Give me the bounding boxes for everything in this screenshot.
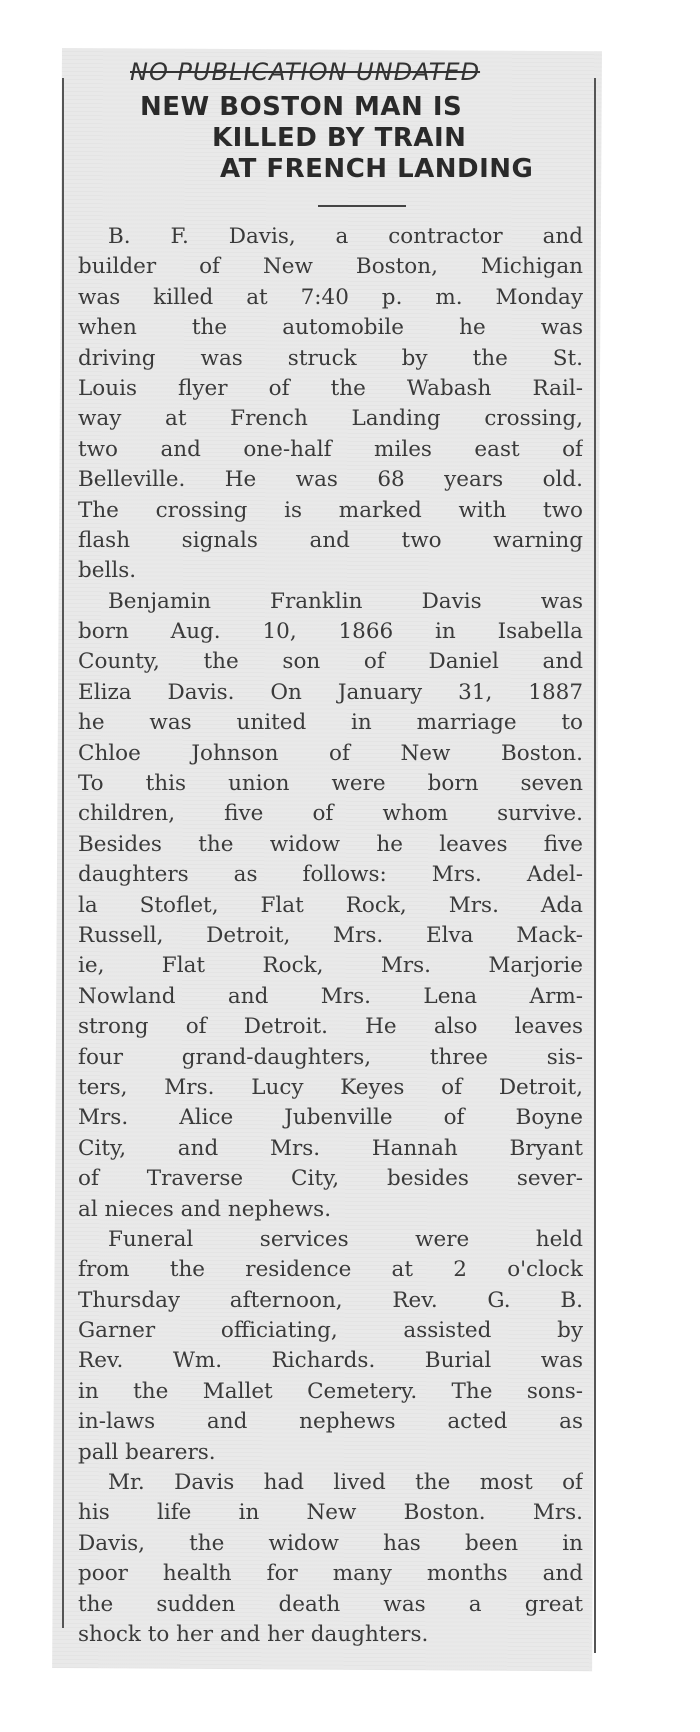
article-line: from the residence at 2 o'clock <box>78 1257 583 1283</box>
article-line: Thursday afternoon, Rev. G. B. <box>78 1287 583 1313</box>
article-line: in the Mallet Cemetery. The sons- <box>78 1378 583 1404</box>
article-line: Louis flyer of the Wabash Rail- <box>78 375 583 401</box>
column-rule-left <box>62 78 64 1628</box>
article-line: Benjamin Franklin Davis was <box>108 588 583 614</box>
article-line: Besides the widow he leaves five <box>78 831 583 857</box>
article-line: born Aug. 10, 1866 in Isabella <box>78 619 583 645</box>
article-line: Belleville. He was 68 years old. <box>78 467 583 493</box>
article-line: bells. <box>78 558 137 584</box>
article-line: daughters as follows: Mrs. Adel- <box>78 862 583 888</box>
article-line: shock to her and her daughters. <box>78 1621 429 1647</box>
article-line: Davis, the widow has been in <box>78 1530 583 1556</box>
article-line: builder of New Boston, Michigan <box>78 254 583 280</box>
headline-line-3: AT FRENCH LANDING <box>220 154 534 184</box>
article-line: ie, Flat Rock, Mrs. Marjorie <box>78 953 583 979</box>
article-line: flash signals and two warning <box>78 527 583 553</box>
article-line: when the automobile he was <box>78 315 583 341</box>
article-line: Funeral services were held <box>108 1226 583 1252</box>
article-line: Chloe Johnson of New Boston. <box>78 740 583 766</box>
article-line: poor health for many months and <box>78 1561 583 1587</box>
article-line: two and one-half miles east of <box>78 436 583 462</box>
article-line: pall bearers. <box>78 1439 216 1465</box>
handwritten-note: NO PUBLICATION UNDATED <box>130 58 481 86</box>
article-line: children, five of whom survive. <box>78 801 583 827</box>
article-line: al nieces and nephews. <box>78 1196 332 1222</box>
article-line: Garner officiating, assisted by <box>78 1318 583 1344</box>
article-line: The crossing is marked with two <box>78 497 583 523</box>
article-body <box>78 222 583 1650</box>
article-line: la Stoflet, Flat Rock, Mrs. Ada <box>78 892 583 918</box>
article-line: County, the son of Daniel and <box>78 649 583 675</box>
article-line: four grand-daughters, three sis- <box>78 1044 583 1070</box>
article-line: ters, Mrs. Lucy Keyes of Detroit, <box>78 1074 583 1100</box>
article-line: Mrs. Alice Jubenville of Boyne <box>78 1105 583 1131</box>
article-line: driving was struck by the St. <box>78 345 583 371</box>
article-line: he was united in marriage to <box>78 710 583 736</box>
headline-divider <box>318 205 406 207</box>
article-line: Eliza Davis. On January 31, 1887 <box>78 679 583 705</box>
article-line: in-laws and nephews acted as <box>78 1409 583 1435</box>
article-line: was killed at 7:40 p. m. Monday <box>78 284 583 310</box>
article-line: Rev. Wm. Richards. Burial was <box>78 1348 583 1374</box>
article-line: Russell, Detroit, Mrs. Elva Mack- <box>78 922 583 948</box>
headline-line-2: KILLED BY TRAIN <box>212 123 467 153</box>
article-line: strong of Detroit. He also leaves <box>78 1014 583 1040</box>
article-line: To this union were born seven <box>78 771 583 797</box>
column-rule-right <box>594 78 596 1653</box>
article-line: the sudden death was a great <box>78 1591 583 1617</box>
article-line: Nowland and Mrs. Lena Arm- <box>78 983 583 1009</box>
article-line: Mr. Davis had lived the most of <box>108 1470 583 1496</box>
article-line: his life in New Boston. Mrs. <box>78 1500 583 1526</box>
article-line: B. F. Davis, a contractor and <box>108 224 583 249</box>
article-line: City, and Mrs. Hannah Bryant <box>78 1135 583 1161</box>
headline <box>140 92 590 185</box>
article-line: way at French Landing crossing, <box>78 406 583 432</box>
article-line: of Traverse City, besides sever- <box>78 1166 583 1192</box>
headline-line-1: NEW BOSTON MAN IS <box>140 92 463 122</box>
